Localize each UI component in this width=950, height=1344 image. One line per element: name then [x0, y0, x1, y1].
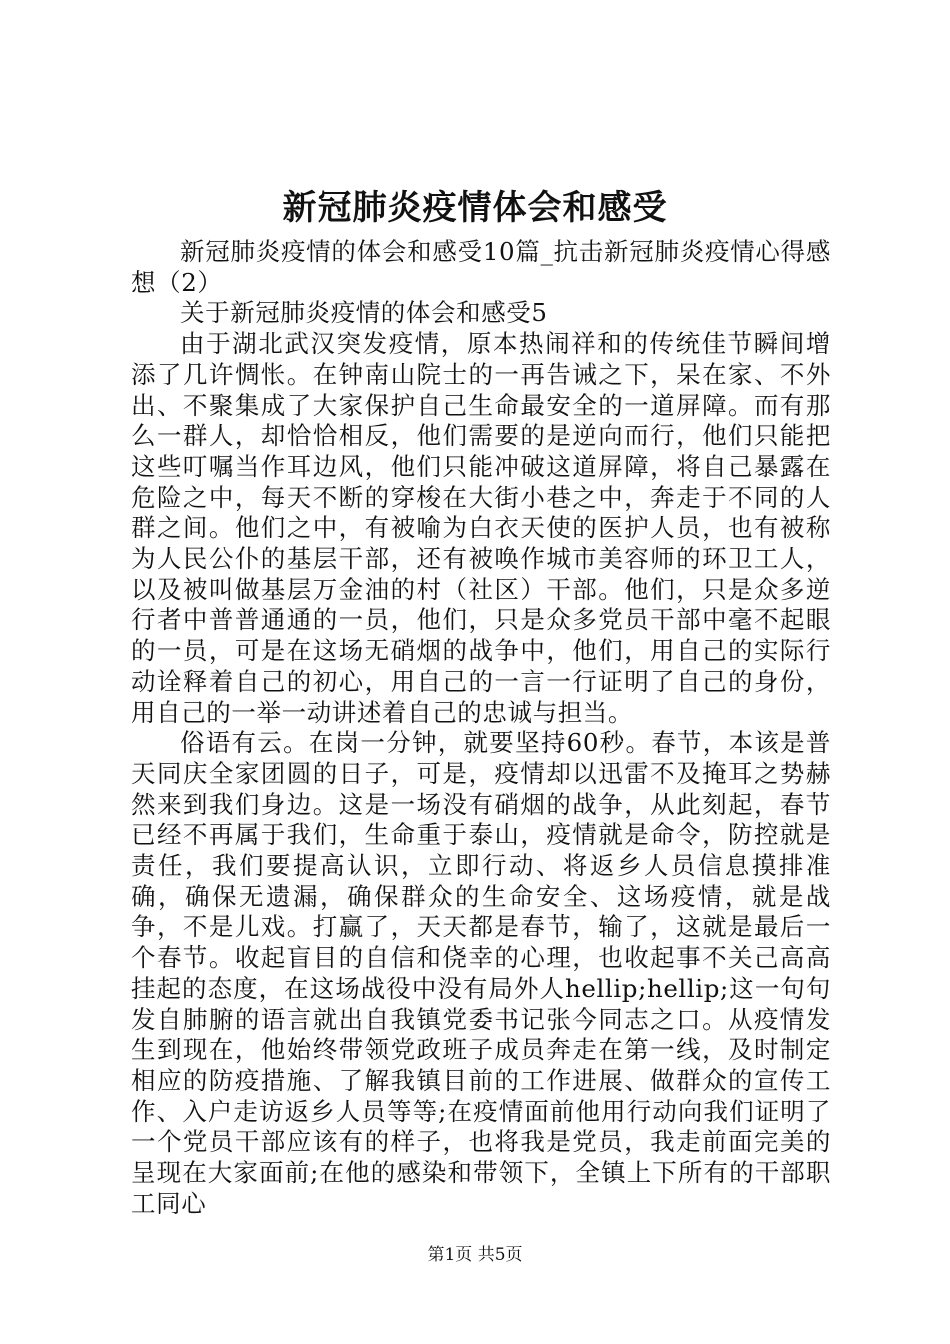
document-title: 新冠肺炎疫情体会和感受 — [282, 188, 668, 228]
document-body — [131, 237, 831, 1220]
page-number: 第1页 共5页 — [427, 1245, 523, 1265]
paragraph-heading: 关于新冠肺炎疫情的体会和感受5 — [180, 298, 548, 328]
paragraph-body-1: 由于湖北武汉突发疫情，原本热闹祥和的传统佳节瞬间增添了几许惆怅。在钟南山院士的一再告诫之下，呆在家、不外出、不聚集成了大家保护自己生命最安全的一道屏障。而有那么一群人，却恰恰相反，他们需要的是逆向而行，他们只能把这些叮嘱当作耳边风，他们只能冲破这道屏障，将自己暴露在危险之中，每天不断的穿梭在大街小巷之中，奔走于不同的人群之间。他们之中，有被喻为白衣天使的医护人员，也有被称为人民公仆的基层干部，还有被唤作城市美容师的环卫工人，以及被叫做基层万金油的村（社区）干部。他们，只是众多逆行者中普普通通的一员，他们，只是众多党员干部中毫不起眼的一员，可是在这场无硝烟的战争中，他们，用自己的实际行动诠释着自己的初心，用自己的一言一行证明了自己的身份，用自己的一举一动讲述着自己的忠诚与担当。 — [131, 329, 831, 727]
paragraph-subtitle: 新冠肺炎疫情的体会和感受10篇_抗击新冠肺炎疫情心得感想（2） — [131, 237, 831, 297]
paragraph-body-2: 俗语有云。在岗一分钟，就要坚持60秒。春节，本该是普天同庆全家团圆的日子，可是，疫情却以迅雷不及掩耳之势赫然来到我们身边。这是一场没有硝烟的战争，从此刻起，春节已经不再属于我们，生命重于泰山，疫情就是命令，防控就是责任，我们要提高认识，立即行动、将返乡人员信息摸排准确，确保无遗漏，确保群众的生命安全、这场疫情，就是战争，不是儿戏。打赢了，天天都是春节，输了，这就是最后一个春节。收起盲目的自信和侥幸的心理，也收起事不关己高高挂起的态度，在这场战役中没有局外人hellip;hellip;这一句句发自肺腑的语言就出自我镇党委书记张今同志之口。从疫情发生到现在，他始终带领党政班子成员奔走在第一线，及时制定相应的防疫措施、了解我镇目前的工作进展、做群众的宣传工作、入户走访返乡人员等等;在疫情面前他用行动向我们证明了一个党员干部应该有的样子，也将我是党员，我走前面完美的呈现在大家面前;在他的感染和带领下，全镇上下所有的干部职工同心 — [131, 728, 831, 1218]
